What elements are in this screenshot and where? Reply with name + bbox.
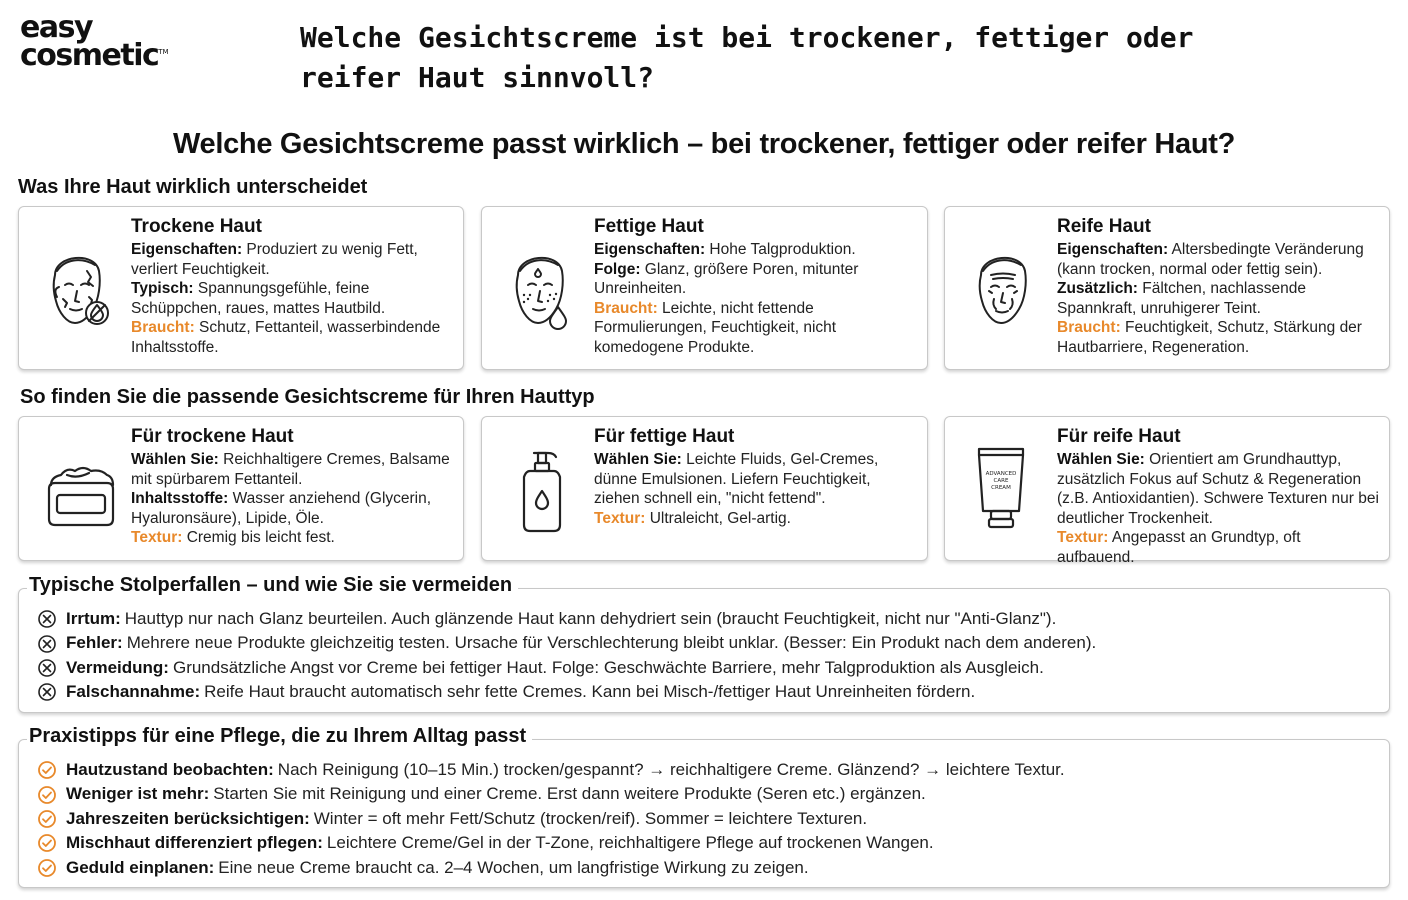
- list-item: [37, 856, 1379, 880]
- tube-label-line-3: CREAM: [991, 485, 1011, 491]
- card-line-texture: Textur: Angepasst an Grundtyp, oft aufbauend.: [1057, 529, 1301, 566]
- item-label: Falschannahme:: [66, 682, 201, 702]
- card-for-mature-skin: [944, 416, 1390, 566]
- item-text: Grundsätzliche Angst vor Creme bei fettiger Haut. Folge: Geschwächte Barriere, mehr Talgproduktion als Ausgleich.: [172, 657, 1044, 677]
- logo-line-1: easy: [20, 10, 93, 45]
- cream-jar-icon: [41, 445, 121, 545]
- card-line-properties: Eigenschaften: Hohe Talgproduktion.: [594, 241, 856, 258]
- card-line-consequence: Folge: Glanz, größere Poren, mitunter Unreinheiten.: [594, 260, 859, 297]
- check-circle-icon: [37, 858, 57, 878]
- card-title: Für reife Haut: [1057, 426, 1181, 447]
- card-for-oily-skin: [481, 416, 928, 561]
- list-item: [37, 680, 1379, 704]
- card-line-needs: Braucht: Schutz, Fettanteil, wasserbindende Inhaltsstoffe.: [131, 319, 441, 356]
- dry-face-icon: [41, 241, 121, 341]
- cream-tube-icon: [967, 439, 1047, 539]
- item-label: Irrtum:: [66, 609, 121, 628]
- card-line-choose: Wählen Sie: Leichte Fluids, Gel-Cremes, dünne Emulsionen. Liefern Feuchtigkeit, ziehen schnell ein, "nicht fettend".: [594, 451, 879, 507]
- card-line-needs: Braucht: Feuchtigkeit, Schutz, Stärkung der Hautbarriere, Regeneration.: [1057, 319, 1362, 356]
- pitfalls-box: [18, 574, 1390, 713]
- card-title: Für trockene Haut: [131, 426, 294, 447]
- item-label: Jahreszeiten berücksichtigen:: [66, 808, 310, 828]
- x-circle-icon: [37, 634, 57, 654]
- x-circle-icon: [37, 609, 57, 629]
- check-circle-icon: [37, 809, 57, 829]
- card-line-ingredients: Inhaltsstoffe: Wasser anziehend (Glycerin, Hyaluronsäure), Lipide, Öle.: [131, 490, 432, 527]
- section-title-differences: Was Ihre Haut wirklich unterscheidet: [18, 176, 368, 198]
- card-line-texture: Textur: Cremig bis leicht fest.: [131, 529, 335, 546]
- list-item: [37, 782, 1379, 806]
- article-title: Welche Gesichtscreme ist bei trockener, fettiger oder reifer Haut sinnvoll?: [300, 21, 1194, 94]
- list-item: [37, 807, 1379, 831]
- item-text: Mehrere neue Produkte gleichzeitig testen. Ursache für Verschlechterung bleibt unklar. (Besser: Ein Produkt nach dem anderen).: [126, 633, 1097, 653]
- card-mature-skin: [944, 206, 1390, 370]
- card-title: Trockene Haut: [131, 216, 262, 237]
- item-label: Geduld einplanen:: [66, 857, 215, 877]
- check-circle-icon: [37, 760, 57, 780]
- item-text: Reife Haut braucht automatisch sehr fette Cremes. Kann bei Misch-/fettiger Haut Unreinheiten fördern.: [204, 682, 976, 702]
- item-text: Hauttyp nur nach Glanz beurteilen. Auch glänzende Haut kann dehydriert sein (braucht Feuchtigkeit, nicht nur "Anti-Glanz").: [124, 609, 1057, 628]
- check-circle-icon: [37, 785, 57, 805]
- item-label: Fehler:: [66, 633, 123, 653]
- item-label: Vermeidung:: [66, 657, 169, 677]
- list-item: [37, 758, 1379, 782]
- card-title: Fettige Haut: [594, 216, 704, 237]
- item-text: Winter = oft mehr Fett/Schutz (trocken/reif). Sommer = leichtere Texturen.: [313, 808, 868, 828]
- pitfalls-title: Typische Stolperfallen – und wie Sie sie vermeiden: [27, 574, 518, 597]
- tips-title: Praxistipps für eine Pflege, die zu Ihrem Alltag passt: [27, 725, 532, 748]
- item-label: Mischhaut differenziert pflegen:: [66, 833, 323, 853]
- card-line-needs: Braucht: Leichte, nicht fettende Formulierungen, Feuchtigkeit, nicht komedogene Produkte.: [594, 299, 837, 356]
- list-item: [37, 631, 1379, 655]
- tube-label-line-2: CARE: [993, 478, 1009, 484]
- logo-trademark: TM: [158, 48, 169, 56]
- pitfalls-list: [37, 607, 1379, 705]
- item-label: Hautzustand beobachten:: [66, 760, 274, 779]
- list-item: [37, 831, 1379, 855]
- card-dry-skin: [18, 206, 464, 370]
- logo-line-2: cosmetic™: [20, 38, 169, 73]
- card-line-choose: Wählen Sie: Reichhaltigere Cremes, Balsame mit spürbarem Fettanteil.: [131, 451, 450, 488]
- x-circle-icon: [37, 658, 57, 678]
- item-text: Eine neue Creme braucht ca. 2–4 Wochen, um langfristige Wirkung zu zeigen.: [218, 857, 809, 877]
- list-item: [37, 656, 1379, 680]
- item-text: Starten Sie mit Reinigung und einer Creme. Erst dann weitere Produkte (Seren etc.) ergänzen.: [213, 784, 926, 804]
- card-title: Für fettige Haut: [594, 426, 735, 447]
- card-for-dry-skin: [18, 416, 464, 561]
- section-title-recommendations: So finden Sie die passende Gesichtscreme für Ihren Hauttyp: [20, 386, 595, 408]
- pump-bottle-icon: [504, 441, 584, 541]
- tips-list: [37, 758, 1379, 880]
- tips-box: [18, 725, 1390, 888]
- card-oily-skin: [481, 206, 928, 370]
- card-line-properties: Eigenschaften: Produziert zu wenig Fett, verliert Feuchtigkeit.: [131, 241, 418, 278]
- item-label: Weniger ist mehr:: [66, 784, 210, 804]
- card-title: Reife Haut: [1057, 216, 1151, 237]
- list-item: [37, 607, 1379, 631]
- card-line-texture: Textur: Ultraleicht, Gel-artig.: [594, 509, 791, 527]
- card-line-additional: Zusätzlich: Fältchen, nachlassende Spannkraft, unruhigerer Teint.: [1057, 280, 1306, 317]
- card-line-choose: Wählen Sie: Orientiert am Grundhauttyp, zusätzlich Fokus auf Schutz & Regeneration (z.B. Antioxidantien). Schwere Texturen nur bei deutlicher Trockenheit.: [1057, 451, 1379, 527]
- oily-face-icon: [504, 241, 584, 341]
- item-text: Leichtere Creme/Gel in der T-Zone, reichhaltigere Pflege auf trockenen Wangen.: [326, 833, 934, 853]
- infographic-title: Welche Gesichtscreme passt wirklich – bei trockener, fettiger oder reifer Haut?: [172, 128, 1236, 160]
- x-circle-icon: [37, 682, 57, 702]
- card-line-typical: Typisch: Spannungsgefühle, feine Schüppchen, raues, mattes Hautbild.: [131, 280, 386, 317]
- brand-logo: [20, 10, 190, 73]
- item-text: Nach Reinigung (10–15 Min.) trocken/gespannt? → reichhaltigere Creme. Glänzend? → leichtere Textur.: [277, 760, 1065, 779]
- card-line-properties: Eigenschaften: Altersbedingte Veränderung (kann trocken, normal oder fettig sein).: [1057, 241, 1364, 278]
- tube-label-line-1: ADVANCED: [985, 471, 1017, 477]
- mature-face-icon: [967, 241, 1047, 341]
- check-circle-icon: [37, 833, 57, 853]
